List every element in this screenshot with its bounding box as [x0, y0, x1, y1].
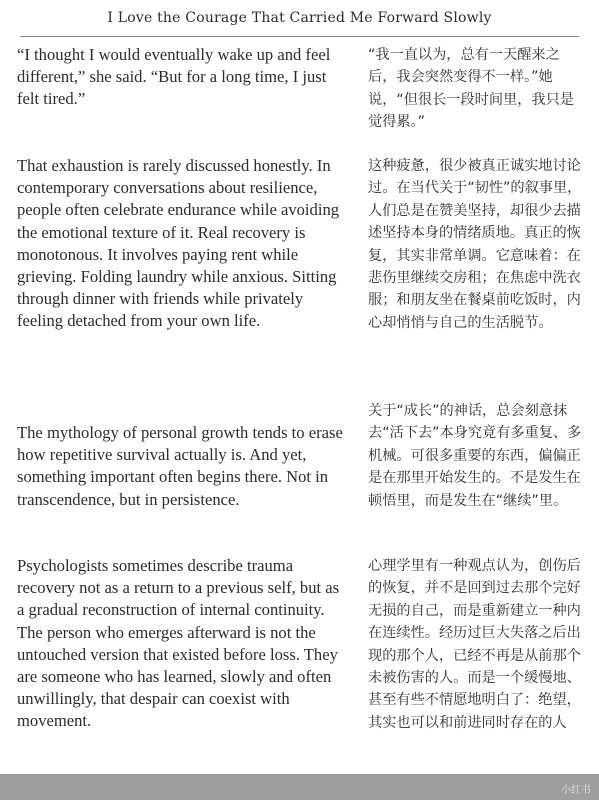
- chinese-paragraph-1: “我一直以为，总有一天醒来之后，我会突然变得不一样。”她说，“但很长一段时间里，我只是觉得累。”: [368, 47, 574, 131]
- english-paragraph-2: That exhaustion is rarely discussed honestly. In contemporary conversations about resilience, people often celebrate endurance while avoiding the emotional texture of it. Real recovery is monotonous. It involves paying rent while grieving. Folding laundry while anxious. Sitting through dinner with friends while privately feeling detached from your own life.: [17, 156, 340, 331]
- watermark: 小红书: [561, 785, 591, 796]
- bottom-bar: [0, 774, 599, 800]
- chinese-paragraph-2: 这种疲惫，很少被真正诚实地讨论过。在当代关于“韧性”的叙事里，人们总是在赞美坚持，却很少去描述坚持本身的情绪质地。真正的恢复，其实非常单调。它意味着：在悲伤里继续交房租；在焦虑中洗衣服；和朋友坐在餐桌前吃饭时，内心却悄悄与自己的生活脱节。: [368, 158, 582, 331]
- chinese-paragraph-4: 心理学里有一种观点认为，创伤后的恢复，并不是回到过去那个完好无损的自己，而是重新建立一种内在连续性。经历过巨大失落之后出现的那个人，已经不再是从前那个未被伤害的人。而是一个缓慢地、甚至有些不情愿地明白了：绝望，其实也可以和前进同时存在的人: [368, 558, 581, 731]
- english-paragraph-3: The mythology of personal growth tends to erase how repetitive survival actually is. And yet, something important often begins there. Not in transcendence, but in persistence.: [17, 423, 343, 509]
- chinese-paragraph-3: 关于“成长”的神话，总会刻意抹去“活下去”本身究竟有多重复、多机械。可很多重要的东西，偏偏正是在那里开始发生的。不是发生在顿悟里，而是发生在“继续”里。: [368, 403, 582, 509]
- english-paragraph-4: Psychologists sometimes describe trauma recovery not as a return to a previous self, but as a gradual reconstruction of internal continuity. The person who emerges afterward is not the untouched version that existed before loss. They are someone who has learned, slowly and often unwillingly, that despair can coexist with movement.: [17, 556, 340, 731]
- page-title: I Love the Courage That Carried Me Forward Slowly: [107, 10, 492, 26]
- header-divider: [20, 36, 579, 37]
- page-header: [0, 0, 599, 38]
- english-paragraph-1: “I thought I would eventually wake up and feel different,” she said. “But for a long time, I just felt tired.”: [17, 45, 331, 109]
